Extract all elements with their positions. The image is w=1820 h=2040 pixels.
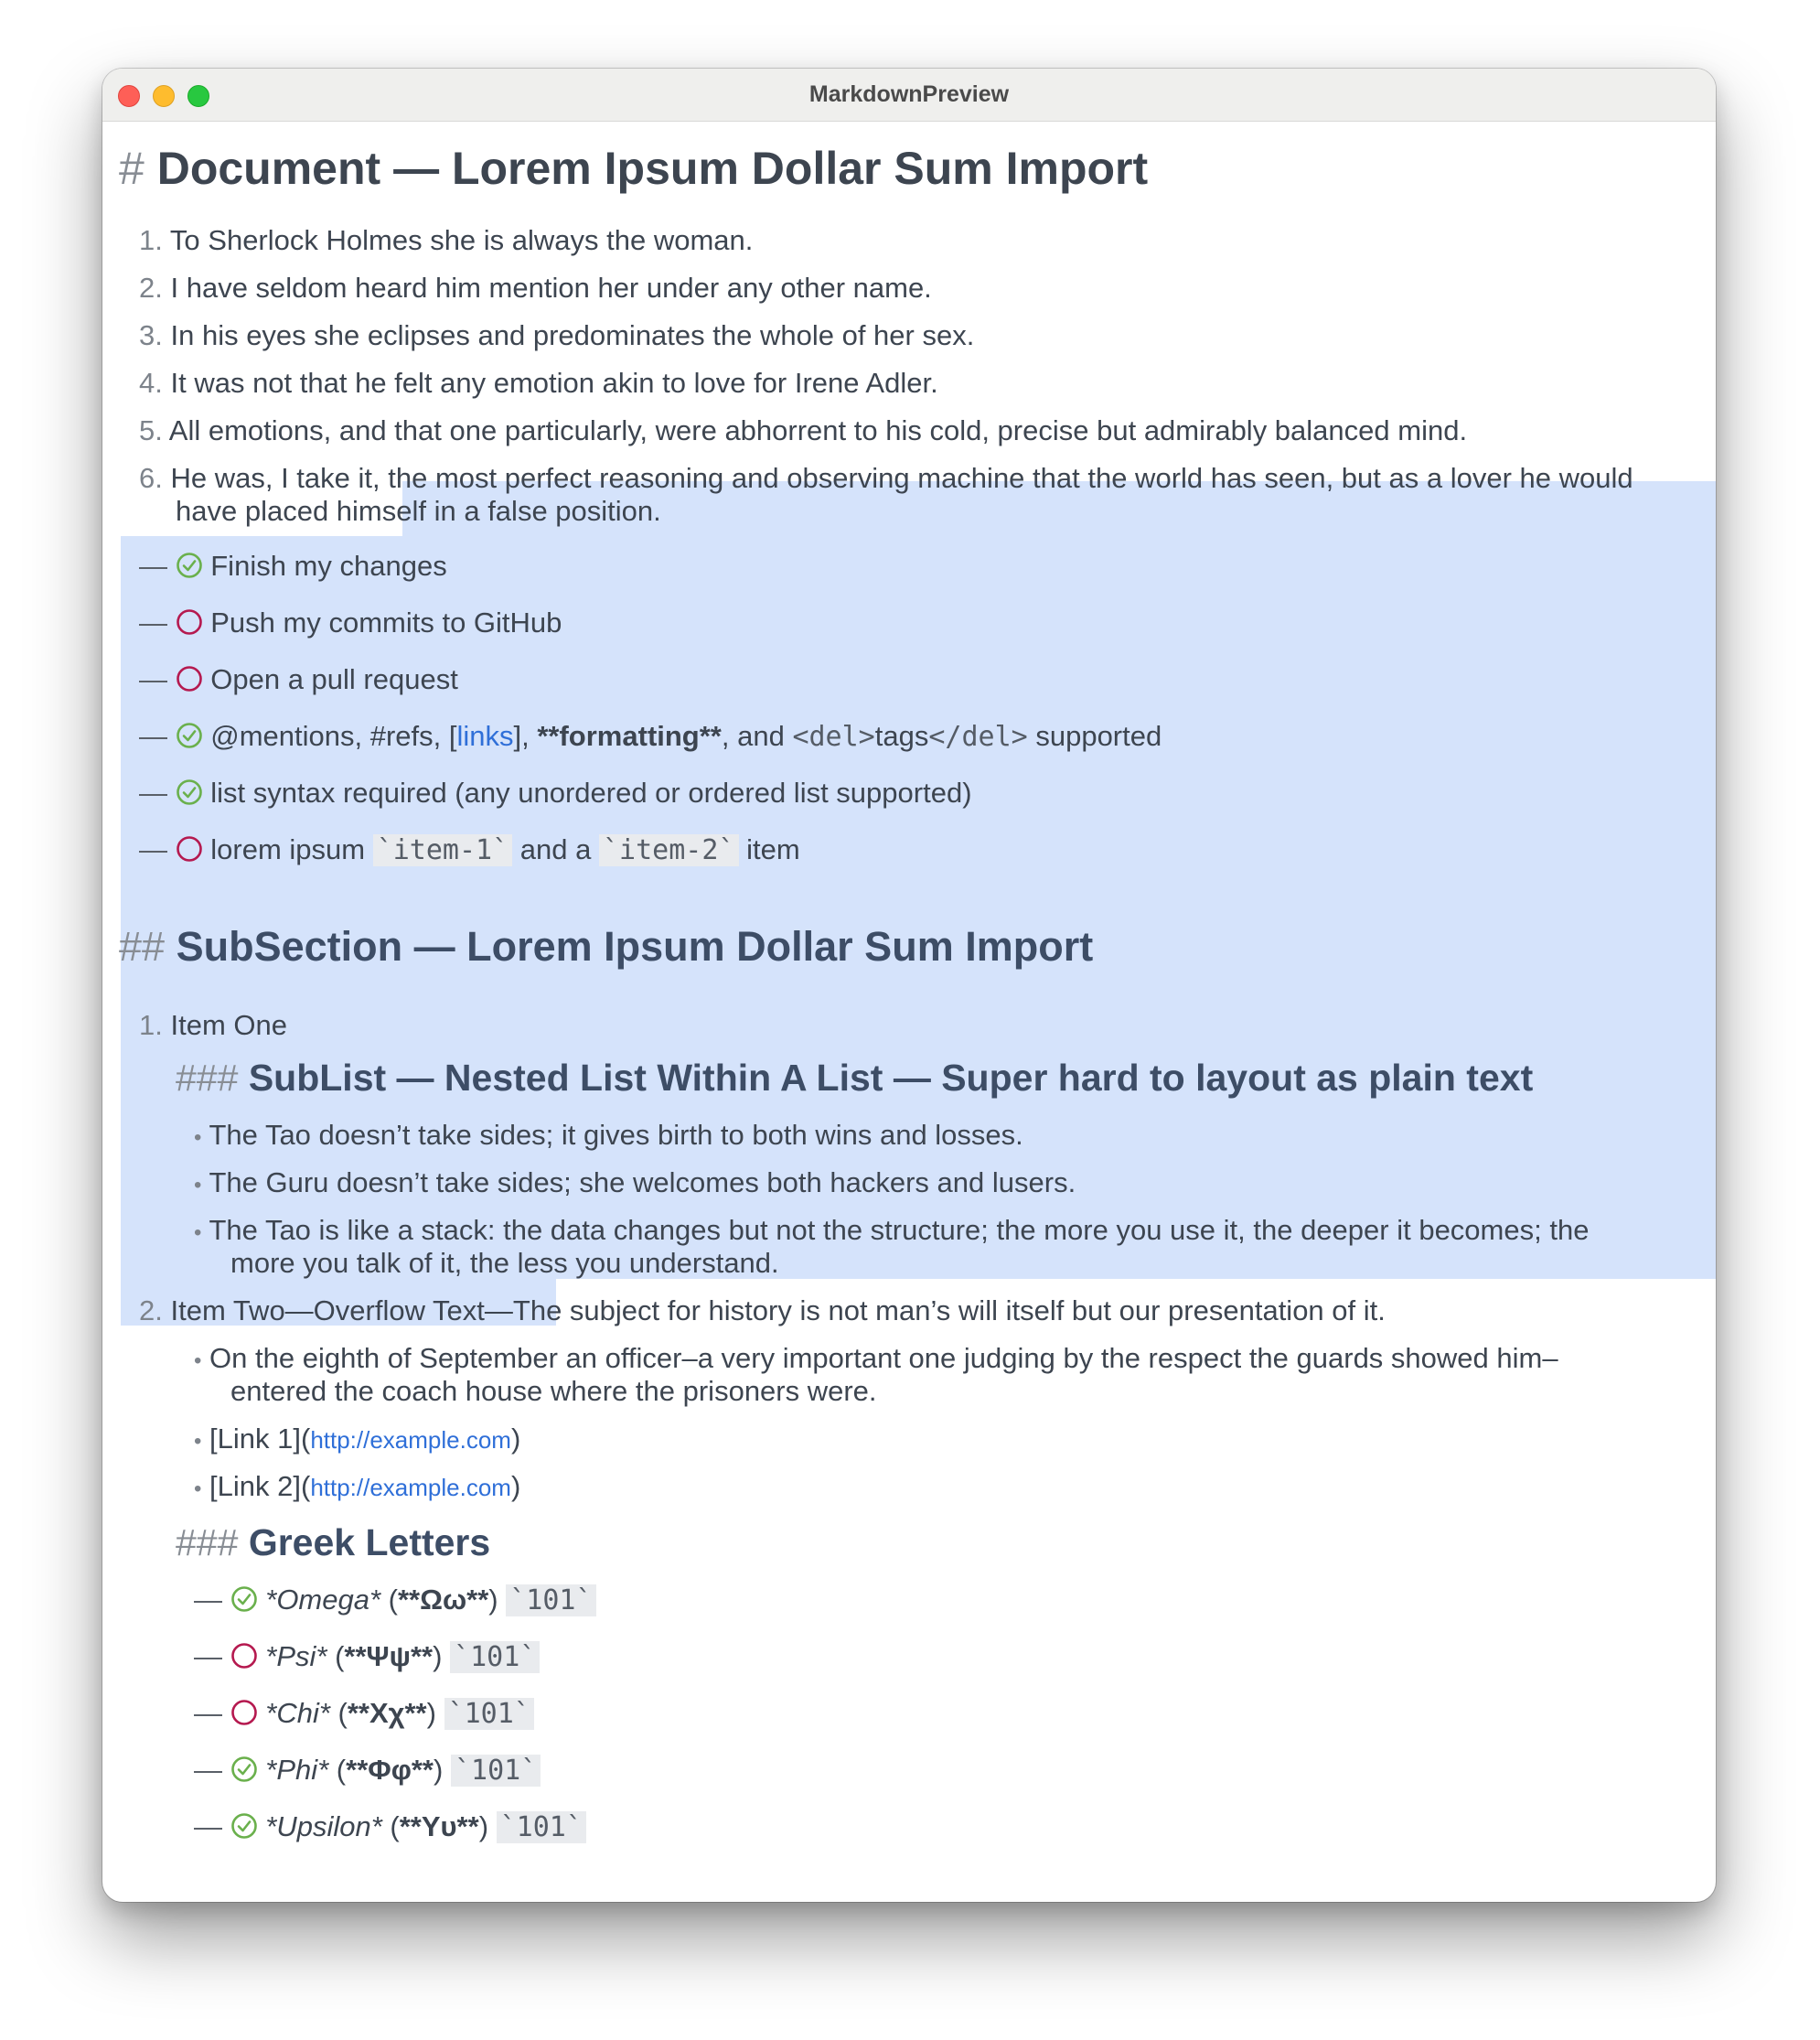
task-text: tags bbox=[874, 720, 929, 752]
inline-code: `101` bbox=[450, 1641, 540, 1673]
list-item-text: All emotions, and that one particularly, were abhorrent to his cold, precise but admirably balanced mind. bbox=[168, 414, 1468, 446]
list-number: 5. bbox=[139, 414, 163, 446]
inline-code: `101` bbox=[497, 1811, 586, 1843]
bullet-marker: • bbox=[194, 1429, 202, 1454]
list-number: 2. bbox=[139, 1294, 163, 1326]
list-item-text: Item One bbox=[170, 1009, 287, 1041]
task-text: @mentions, #refs, [ bbox=[210, 720, 457, 752]
greek-task-item bbox=[194, 1584, 596, 1616]
heading-marker: ## bbox=[119, 923, 166, 970]
task-text: item bbox=[738, 833, 800, 865]
unchecked-circle-icon[interactable] bbox=[176, 665, 203, 693]
task-item bbox=[139, 663, 458, 696]
bullet-marker: • bbox=[194, 1125, 202, 1150]
list-item-continuation: have placed himself in a false position. bbox=[176, 495, 661, 527]
task-text: ( bbox=[380, 1584, 398, 1616]
list-item-text: It was not that he felt any emotion akin to love for Irene Adler. bbox=[170, 367, 938, 399]
bullet-marker: • bbox=[194, 1348, 202, 1373]
task-text: ], bbox=[513, 720, 538, 752]
link-label: ) bbox=[510, 1470, 521, 1502]
unchecked-circle-icon[interactable] bbox=[230, 1699, 258, 1726]
link-label: [Link 2]( bbox=[209, 1470, 311, 1502]
list-item bbox=[139, 414, 1467, 447]
link-label: ) bbox=[510, 1423, 521, 1455]
task-text: ) bbox=[478, 1810, 497, 1842]
task-text: , and bbox=[721, 720, 793, 752]
task-dash: — bbox=[194, 1754, 222, 1786]
checked-circle-icon[interactable] bbox=[230, 1755, 258, 1783]
task-dash: — bbox=[139, 663, 167, 695]
bold-text: **Υυ** bbox=[399, 1810, 479, 1842]
list-number: 1. bbox=[139, 224, 163, 256]
app-window bbox=[102, 69, 1716, 1902]
window-title: MarkdownPreview bbox=[808, 81, 1010, 107]
list-item bbox=[139, 367, 938, 400]
task-dash: — bbox=[139, 720, 167, 752]
bullet-text: The Tao is like a stack: the data changes but not the structure; the more you use it, the deeper it becomes; the bbox=[209, 1214, 1590, 1246]
task-dash: — bbox=[194, 1810, 222, 1842]
bullet-marker: • bbox=[194, 1476, 202, 1501]
inline-code: `item-1` bbox=[373, 834, 513, 866]
link-url[interactable]: http://example.com bbox=[310, 1474, 511, 1501]
task-text: Finish my changes bbox=[210, 550, 447, 582]
task-dash: — bbox=[194, 1640, 222, 1672]
heading-marker: # bbox=[119, 143, 145, 194]
greek-task-item bbox=[194, 1754, 541, 1787]
task-dash: — bbox=[194, 1584, 222, 1616]
unchecked-circle-icon[interactable] bbox=[230, 1642, 258, 1670]
italic-text: *Chi* bbox=[265, 1697, 330, 1729]
list-number: 1. bbox=[139, 1009, 163, 1041]
list-number: 4. bbox=[139, 367, 163, 399]
task-item bbox=[139, 720, 1162, 753]
greek-task-item bbox=[194, 1640, 540, 1673]
checked-circle-icon[interactable] bbox=[176, 722, 203, 749]
bullet-text: On the eighth of September an officer–a very important one judging by the respect the guards showed him– bbox=[209, 1342, 1558, 1374]
italic-text: *Omega* bbox=[265, 1584, 381, 1616]
bullet-item bbox=[194, 1214, 1589, 1247]
bullet-marker: • bbox=[194, 1220, 202, 1245]
list-number: 2. bbox=[139, 272, 163, 304]
heading-text: SubSection — Lorem Ipsum Dollar Sum Import bbox=[176, 923, 1094, 970]
task-text: Open a pull request bbox=[210, 663, 458, 695]
task-item bbox=[139, 607, 562, 639]
list-item bbox=[139, 1009, 287, 1042]
checked-circle-icon[interactable] bbox=[176, 778, 203, 806]
list-item-text: Item Two—Overflow Text—The subject for history is not man’s will itself but our presentation of it. bbox=[170, 1294, 1386, 1326]
html-tag: </del> bbox=[928, 721, 1028, 753]
link-url[interactable]: http://example.com bbox=[310, 1426, 511, 1454]
list-number: 6. bbox=[139, 462, 163, 494]
task-text: ) bbox=[488, 1584, 507, 1616]
checked-circle-icon[interactable] bbox=[230, 1812, 258, 1840]
list-item bbox=[139, 462, 1633, 495]
task-text: ( bbox=[328, 1754, 347, 1786]
heading-2 bbox=[119, 923, 1093, 971]
bullet-continuation: more you talk of it, the less you understand. bbox=[230, 1247, 779, 1279]
bullet-marker: • bbox=[194, 1173, 202, 1197]
bold-text: **formatting** bbox=[537, 720, 722, 752]
bold-text: **Ψψ** bbox=[344, 1640, 434, 1672]
bullet-item bbox=[194, 1423, 520, 1455]
inline-code: `item-2` bbox=[599, 834, 739, 866]
checked-circle-icon[interactable] bbox=[176, 552, 203, 579]
bullet-item bbox=[194, 1166, 1076, 1199]
inline-code: `101` bbox=[506, 1584, 595, 1616]
title-bar[interactable] bbox=[102, 69, 1716, 122]
bullet-text: The Guru doesn’t take sides; she welcomes both hackers and lusers. bbox=[209, 1166, 1076, 1198]
unchecked-circle-icon[interactable] bbox=[176, 608, 203, 636]
bold-text: **Χχ** bbox=[347, 1697, 427, 1729]
task-item bbox=[139, 550, 447, 583]
html-tag: <del> bbox=[792, 721, 875, 753]
task-dash: — bbox=[194, 1697, 222, 1729]
bullet-item bbox=[194, 1119, 1023, 1152]
bold-text: **Ωω** bbox=[397, 1584, 489, 1616]
task-text: ) bbox=[426, 1697, 444, 1729]
task-text: ) bbox=[433, 1640, 451, 1672]
task-text: ( bbox=[381, 1810, 400, 1842]
list-item-text: I have seldom heard him mention her under any other name. bbox=[170, 272, 932, 304]
task-text: and a bbox=[512, 833, 599, 865]
list-number: 3. bbox=[139, 319, 163, 351]
list-item bbox=[139, 319, 974, 352]
task-dash: — bbox=[139, 833, 167, 865]
inline-code: `101` bbox=[444, 1698, 534, 1730]
heading-text: Document — Lorem Ipsum Dollar Sum Import bbox=[156, 143, 1149, 194]
inline-code: `101` bbox=[451, 1755, 541, 1787]
greek-task-item bbox=[194, 1697, 534, 1730]
link-label: [Link 1]( bbox=[209, 1423, 311, 1455]
heading-1 bbox=[119, 142, 1148, 195]
list-item-text: He was, I take it, the most perfect reasoning and observing machine that the world has seen, but as a lover he would bbox=[170, 462, 1633, 494]
heading-3 bbox=[176, 1521, 490, 1564]
bullet-text: The Tao doesn’t take sides; it gives birth to both wins and losses. bbox=[209, 1119, 1023, 1151]
task-dash: — bbox=[139, 777, 167, 809]
italic-text: *Psi* bbox=[265, 1640, 327, 1672]
task-text: list syntax required (any unordered or ordered list supported) bbox=[210, 777, 972, 809]
italic-text: *Phi* bbox=[265, 1754, 329, 1786]
heading-marker: ### bbox=[176, 1057, 239, 1099]
heading-text: Greek Letters bbox=[248, 1521, 491, 1563]
task-text: ( bbox=[329, 1697, 348, 1729]
task-dash: — bbox=[139, 607, 167, 639]
greek-task-item bbox=[194, 1810, 586, 1843]
task-item bbox=[139, 833, 800, 866]
inline-link[interactable]: links bbox=[456, 720, 514, 752]
task-text: Push my commits to GitHub bbox=[210, 607, 562, 639]
italic-text: *Upsilon* bbox=[265, 1810, 382, 1842]
list-item bbox=[139, 1294, 1386, 1327]
heading-3 bbox=[176, 1057, 1533, 1100]
task-text: lorem ipsum bbox=[210, 833, 373, 865]
heading-text: SubList — Nested List Within A List — Super hard to layout as plain text bbox=[248, 1057, 1534, 1099]
checked-circle-icon[interactable] bbox=[230, 1585, 258, 1613]
heading-marker: ### bbox=[176, 1521, 239, 1563]
task-text: supported bbox=[1027, 720, 1162, 752]
bullet-item bbox=[194, 1470, 520, 1503]
markdown-preview[interactable] bbox=[102, 122, 1716, 1902]
task-text: ( bbox=[327, 1640, 345, 1672]
task-text: ) bbox=[434, 1754, 451, 1786]
bullet-continuation: entered the coach house where the prisoners were. bbox=[230, 1375, 877, 1407]
list-item-text: To Sherlock Holmes she is always the woman. bbox=[169, 224, 754, 256]
unchecked-circle-icon[interactable] bbox=[176, 835, 203, 863]
bold-text: **Φφ** bbox=[346, 1754, 434, 1786]
task-dash: — bbox=[139, 550, 167, 582]
task-item bbox=[139, 777, 972, 810]
list-item bbox=[139, 272, 932, 305]
list-item bbox=[139, 224, 753, 257]
bullet-item bbox=[194, 1342, 1558, 1375]
list-item-text: In his eyes she eclipses and predominates the whole of her sex. bbox=[170, 319, 975, 351]
